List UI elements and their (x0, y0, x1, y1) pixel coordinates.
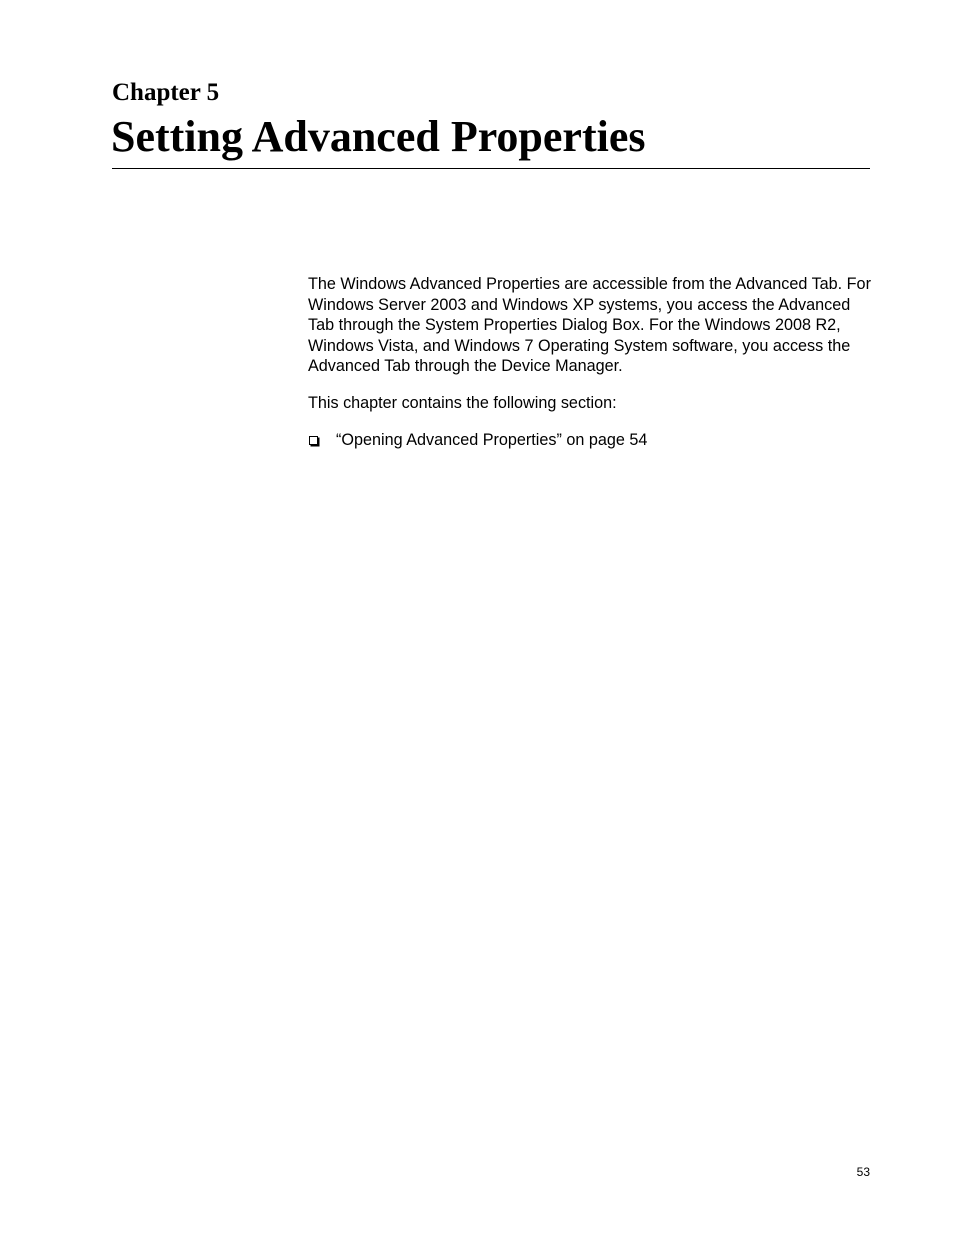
page-number: 53 (856, 1165, 870, 1179)
chapter-label: Chapter 5 (112, 79, 220, 106)
title-divider (112, 168, 870, 169)
chapter-intro (308, 274, 874, 450)
list-item (308, 430, 874, 451)
section-link[interactable]: “Opening Advanced Properties” on page 54 (336, 430, 648, 449)
section-list (308, 430, 874, 451)
intro-paragraph: The Windows Advanced Properties are accessible from the Advanced Tab. For Windows Server 2003 and Windows XP systems, you access the Advanced Tab through the System Properties Dialog Box. For the Windows 2008 R2, Windows Vista, and Windows 7 Operating System software, you access the Advanced Tab through the Device Manager. (308, 275, 871, 376)
checkbox-bullet-icon (309, 436, 318, 445)
section-list-intro: This chapter contains the following section: (308, 393, 617, 412)
chapter-title: Setting Advanced Properties (111, 112, 646, 161)
